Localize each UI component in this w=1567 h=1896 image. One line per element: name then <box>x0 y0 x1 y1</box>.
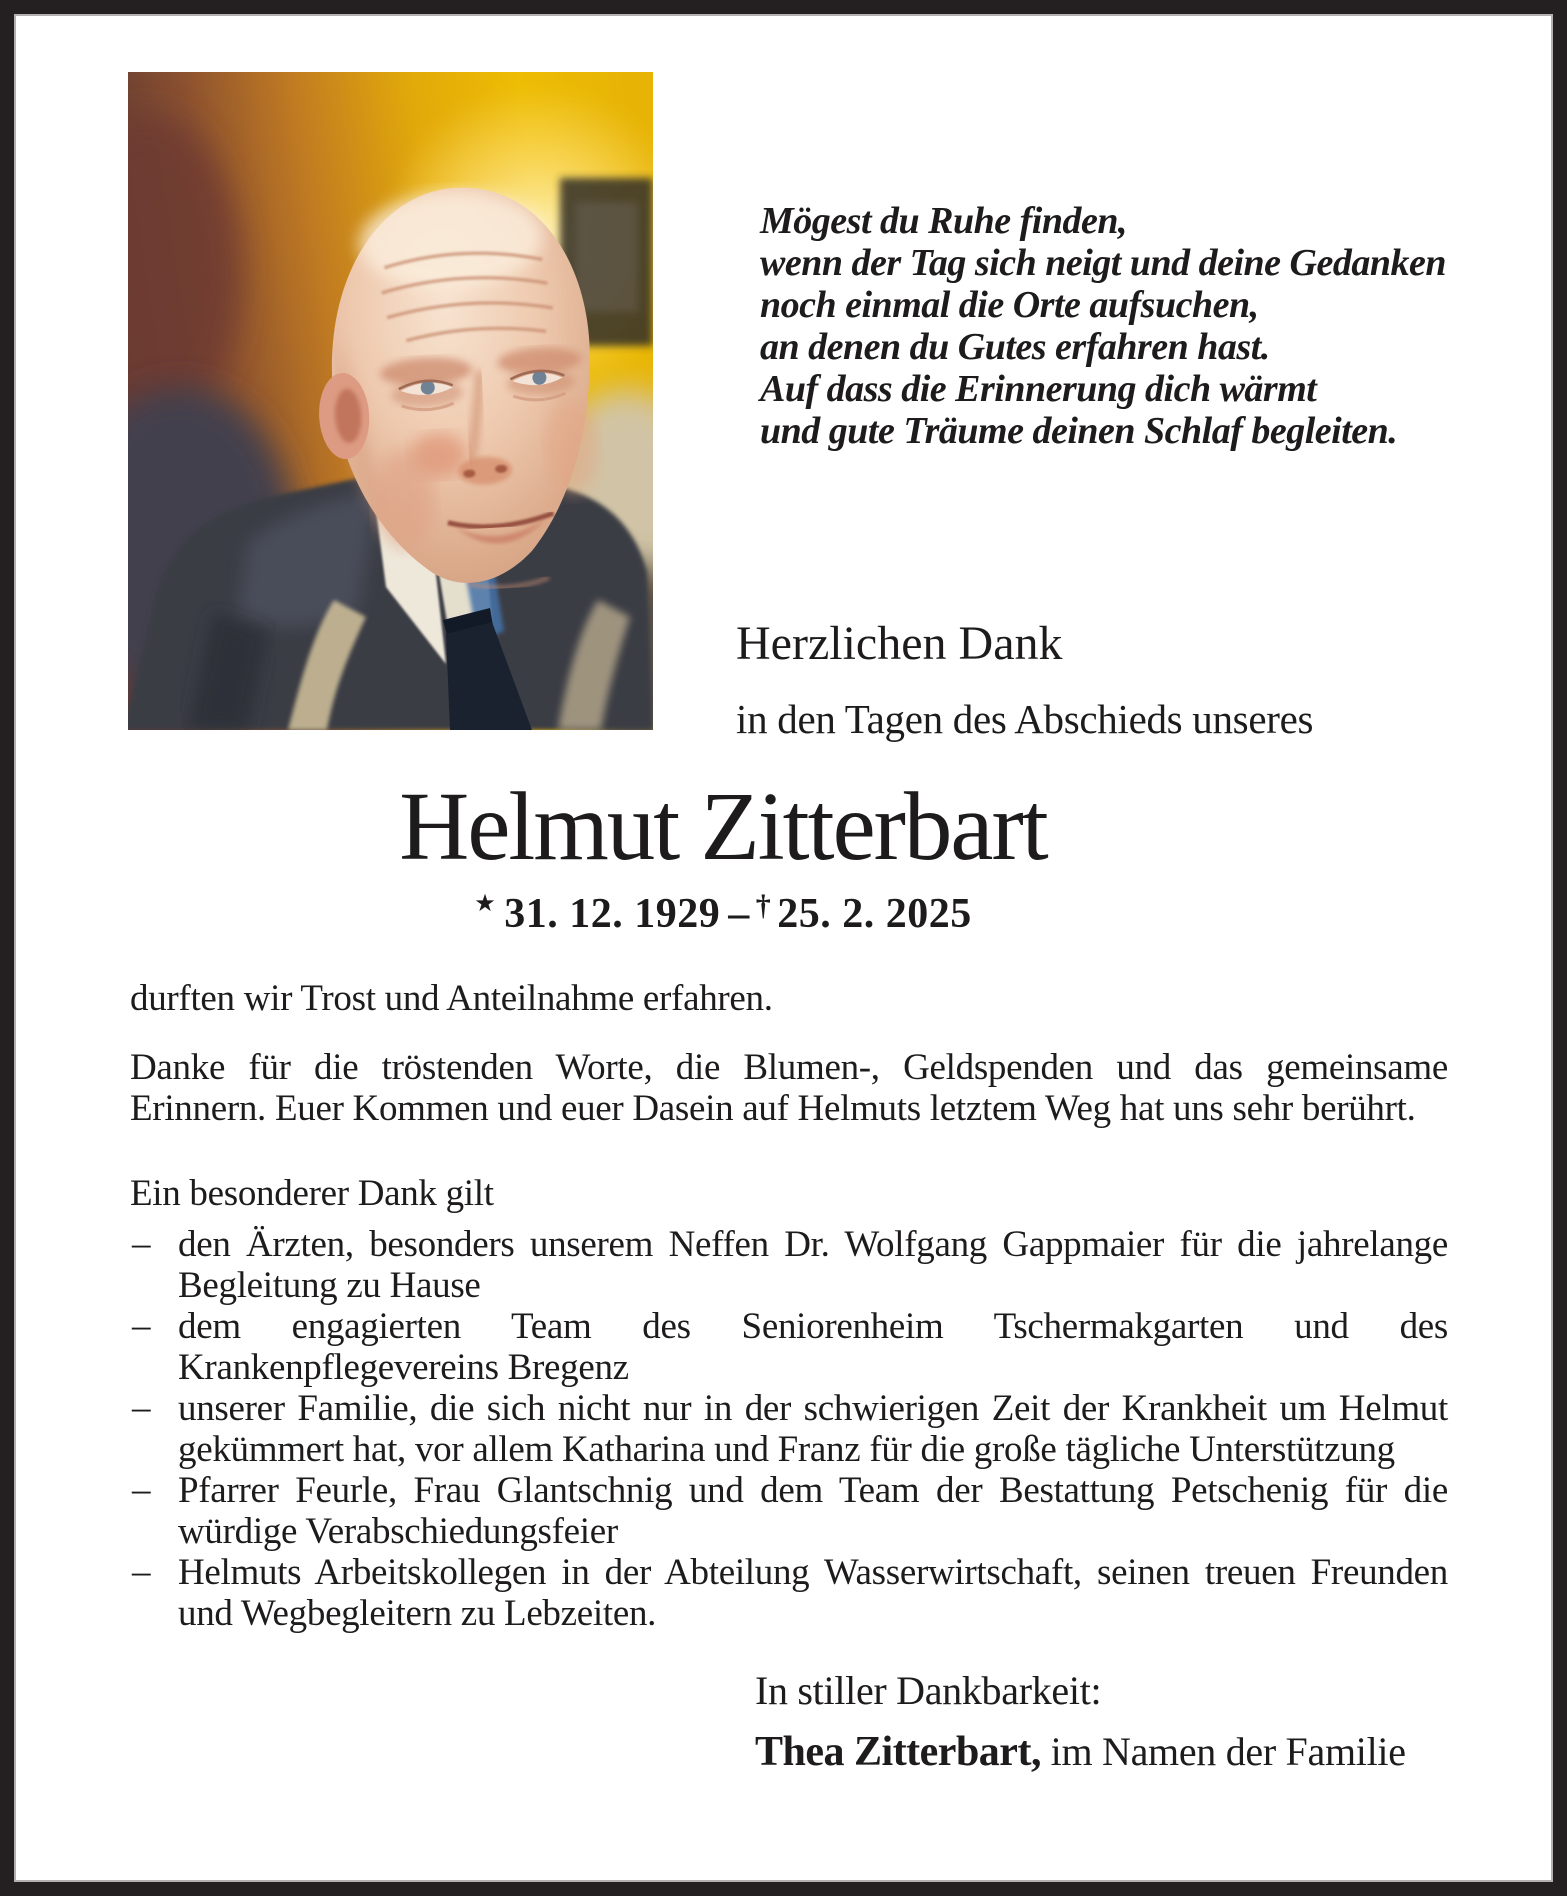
poem-line: an denen du Gutes erfahren hast. <box>760 326 1270 368</box>
death-symbol: † <box>755 888 772 922</box>
date-separator: – <box>728 890 750 937</box>
dash-marker: – <box>132 1304 151 1346</box>
poem-line: noch einmal die Orte aufsuchen, <box>760 284 1259 326</box>
closing-line: In stiller Dankbarkeit: <box>755 1667 1102 1713</box>
signature <box>755 1728 1448 1775</box>
poem-line: wenn der Tag sich neigt und deine Gedanken <box>760 242 1446 284</box>
dash-marker: – <box>132 1222 151 1264</box>
thanks-subtitle: in den Tagen des Abschieds unseres <box>736 695 1314 742</box>
thanks-list-item: – Pfarrer Feurle, Frau Glantschnig und dem Team der Bestattung Petschenig für die würdige Verabschiedungsfeier <box>132 1468 1448 1552</box>
poem-line: und gute Träume deinen Schlaf begleiten. <box>760 410 1398 452</box>
dash-marker: – <box>132 1550 151 1592</box>
portrait-photo <box>128 72 653 730</box>
memorial-poem <box>760 200 1446 452</box>
death-date: 25. 2. 2025 <box>777 890 972 937</box>
life-dates <box>130 889 1316 938</box>
body-text <box>130 978 1448 1773</box>
condolence-paragraph: Danke für die tröstenden Worte, die Blumen-, Geldspenden und das gemeinsame Erinnern. Euer Kommen und euer Dasein auf Helmuts letztem Weg hat uns sehr berührt. <box>130 1046 1448 1129</box>
poem-line: Auf dass die Erinnerung dich wärmt <box>760 368 1317 410</box>
intro-paragraph: durften wir Trost und Anteilnahme erfahren. <box>130 977 773 1019</box>
poem-line: Mögest du Ruhe finden, <box>760 200 1127 242</box>
thanks-list <box>130 1224 1448 1634</box>
birth-symbol: ★ <box>474 888 497 917</box>
thanks-list-item: – Helmuts Arbeitskollegen in der Abteilung Wasserwirtschaft, seinen treuen Freunden und Wegbegleitern zu Lebzeiten. <box>132 1550 1448 1634</box>
dash-marker: – <box>132 1468 151 1510</box>
thanks-list-item: – unserer Familie, die sich nicht nur in der schwierigen Zeit der Krankheit um Helmut gekümmert hat, vor allem Katharina und Franz für die große tägliche Unterstützung <box>132 1386 1448 1470</box>
special-thanks-heading: Ein besonderer Dank gilt <box>130 1172 494 1214</box>
signature-suffix: im Namen der Familie <box>1040 1728 1406 1774</box>
page-content <box>14 14 1553 1882</box>
dash-marker: – <box>132 1386 151 1428</box>
thanks-list-item: – den Ärzten, besonders unserem Neffen Dr. Wolfgang Gappmaier für die jahrelange Begleitung zu Hause <box>132 1222 1448 1306</box>
birth-date: 31. 12. 1929 <box>504 890 721 937</box>
deceased-header <box>130 773 1316 938</box>
portrait-illustration <box>128 72 653 730</box>
signature-name: Thea Zitterbart, <box>755 1728 1041 1775</box>
top-section <box>130 72 1448 742</box>
thanks-list-item: – dem engagierten Team des Seniorenheim Tschermakgarten und des Krankenpflegevereins Bregenz <box>132 1304 1448 1388</box>
deceased-name: Helmut Zitterbart <box>399 773 1047 880</box>
thanks-title: Herzlichen Dank <box>736 617 1063 670</box>
closing-block <box>755 1667 1448 1775</box>
thanks-header <box>736 618 1313 743</box>
